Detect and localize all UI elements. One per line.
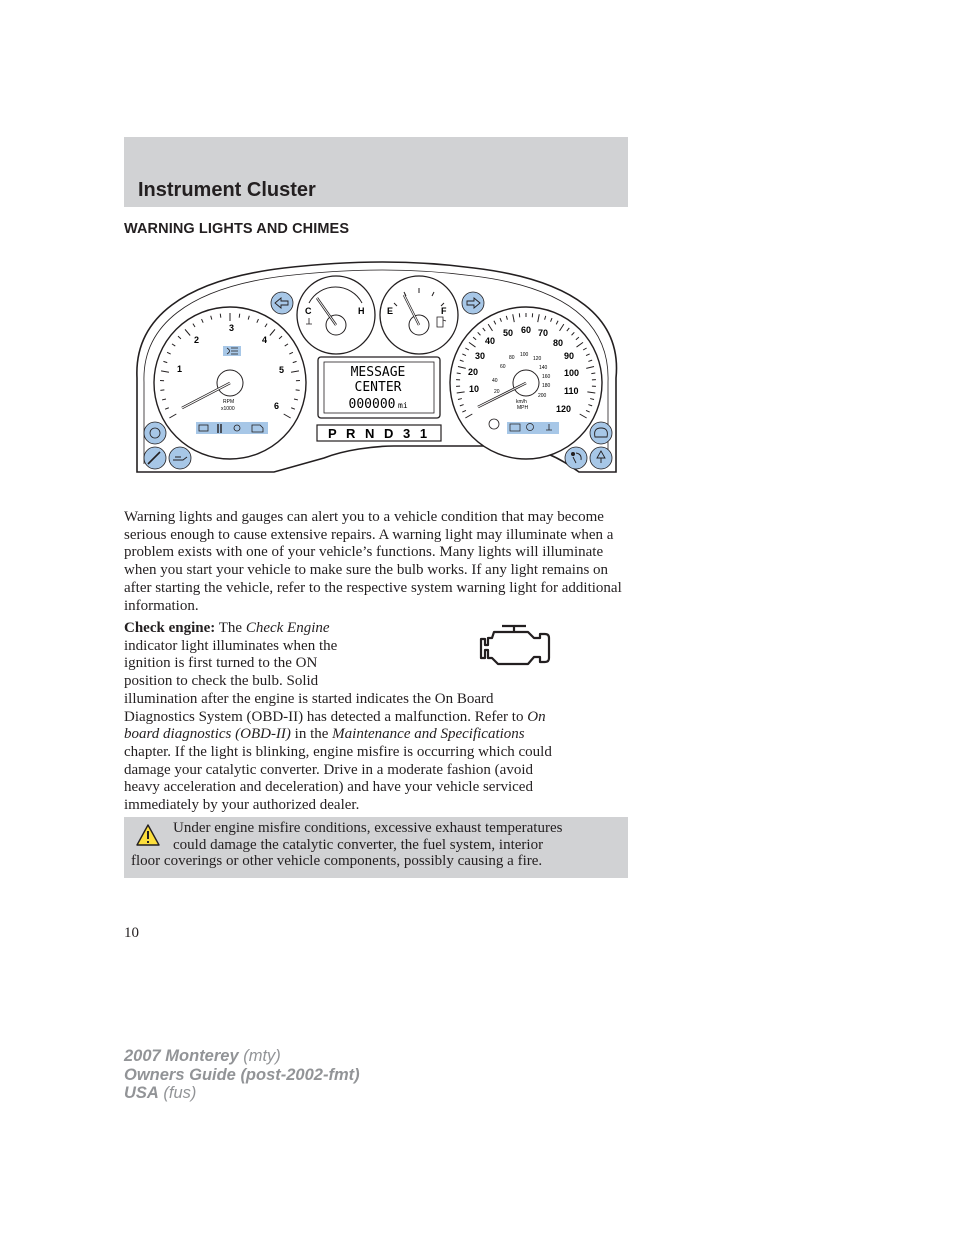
check-engine-paragraph: [124, 620, 628, 815]
intro-paragraph: Warning lights and gauges can alert you to a vehicle condition that may become serious enough to cause extensive repairs. A warning light may illuminate when a problem exists with one of your vehicle’s functions. Many lights will illuminate when you start your vehicle to make sure the bulb works. If any light remains on after starting the vehicle, refer to the respective system warning light for additional information.: [124, 509, 622, 614]
kmh-100: 100: [520, 352, 529, 358]
mph-70: 70: [538, 328, 549, 338]
header-band: [124, 137, 628, 207]
footer-region: USA: [124, 1084, 159, 1102]
obd-reference: On: [527, 708, 546, 725]
speedo-label-kmh: km/h: [516, 399, 527, 405]
check-engine-label: Check engine:: [124, 620, 216, 636]
footer-region-code: (fus): [158, 1084, 197, 1102]
mph-40: 40: [485, 336, 496, 346]
footer-model-code: (mty): [238, 1047, 281, 1065]
mph-20: 20: [468, 367, 479, 377]
message-line-2: CENTER: [354, 380, 402, 395]
kmh-80: 80: [509, 355, 515, 361]
mph-30: 30: [475, 351, 486, 361]
oil-can-icon: [169, 447, 191, 469]
dial-tick: [591, 373, 595, 374]
kmh-40: 40: [492, 378, 498, 384]
dial-tick: [457, 373, 461, 374]
fuel-empty-label: E: [387, 306, 394, 316]
check-engine-term: Check Engine: [245, 620, 330, 636]
warning-callout: [124, 817, 628, 878]
mph-60: 60: [521, 325, 532, 335]
mph-90: 90: [564, 351, 575, 361]
trip-reset-knob: [489, 419, 499, 429]
obd-reference: board diagnostics (OBD-II): [124, 726, 291, 743]
kmh-180: 180: [542, 383, 551, 389]
instrument-cluster-illustration: [124, 258, 628, 484]
tach-tick-5: 5: [279, 365, 285, 375]
message-center: [318, 357, 440, 418]
check-engine-line: damage your catalytic converter. Drive in a moderate fashion (avoid: [124, 761, 533, 778]
page-title: Instrument Cluster: [138, 179, 316, 201]
mph-110: 110: [564, 386, 579, 396]
mph-80: 80: [553, 338, 564, 348]
kmh-60: 60: [500, 364, 506, 370]
footer: [124, 1047, 360, 1103]
mph-100: 100: [564, 368, 580, 378]
temp-cold-label: C: [305, 306, 312, 316]
tach-tick-6: 6: [274, 401, 280, 411]
tach-tick-2: 2: [194, 335, 200, 345]
warning-line: floor coverings or other vehicle components, possibly causing a fire.: [131, 853, 543, 869]
tire-pressure-icon: [590, 422, 612, 444]
kmh-20: 20: [494, 389, 500, 395]
speedo-label-mph: MPH: [517, 405, 529, 411]
odometer-value: 000000: [348, 397, 396, 412]
check-engine-line: indicator light illuminates when the: [124, 637, 338, 654]
odometer-unit: mi: [398, 401, 408, 410]
gear-indicator: P R N D 3 1: [327, 426, 431, 441]
tach-label-x1000: x1000: [221, 406, 235, 412]
tach-tick-1: 1: [177, 364, 183, 374]
fuel-full-label: F: [441, 306, 447, 316]
mph-120: 120: [556, 404, 572, 414]
brake-icon: [144, 422, 166, 444]
temperature-gauge: [297, 276, 375, 354]
check-engine-line: illumination after the engine is started indicates the On Board: [124, 690, 494, 707]
tachometer: [154, 307, 306, 459]
temp-hot-label: H: [358, 306, 365, 316]
kmh-200: 200: [538, 393, 547, 399]
kmh-140: 140: [539, 365, 548, 371]
airbag-icon: [565, 447, 587, 469]
mph-50: 50: [503, 328, 514, 338]
tach-tick-4: 4: [262, 335, 268, 345]
footer-guide: Owners Guide (post-2002-fmt): [124, 1065, 360, 1084]
kmh-160: 160: [542, 374, 551, 380]
check-engine-line: ignition is first turned to the ON: [124, 655, 318, 672]
section-heading: WARNING LIGHTS AND CHIMES: [124, 221, 350, 237]
page-number: 10: [124, 925, 139, 941]
message-line-1: MESSAGE: [350, 365, 406, 380]
kmh-120: 120: [533, 356, 542, 362]
tach-label-rpm: RPM: [223, 399, 235, 405]
check-engine-line: in the: [290, 726, 333, 743]
fuel-gauge: [380, 276, 458, 354]
check-engine-text: The: [218, 620, 246, 636]
speedometer: [450, 307, 602, 459]
dial-tick: [220, 314, 221, 318]
check-engine-line: chapter. If the light is blinking, engine misfire is occurring which could: [124, 743, 552, 760]
tach-tick-3: 3: [229, 323, 235, 333]
check-engine-line: heavy acceleration and deceleration) and have your vehicle serviced: [124, 779, 533, 796]
check-engine-line: position to check the bulb. Solid: [124, 673, 319, 690]
dial-tick: [239, 314, 240, 318]
check-engine-line: immediately by your authorized dealer.: [124, 797, 360, 814]
warning-line: could damage the catalytic converter, the fuel system, interior: [173, 836, 544, 853]
mph-10: 10: [469, 384, 480, 394]
check-engine-line: Diagnostics System (OBD-II) has detected a malfunction. Refer to: [124, 708, 528, 725]
chapter-reference: Maintenance and Specifications: [332, 726, 525, 743]
engine-icon: [478, 622, 552, 672]
footer-model: 2007 Monterey: [124, 1047, 239, 1065]
warning-line: Under engine misfire conditions, excessive exhaust temperatures: [173, 820, 563, 836]
warning-text: [131, 820, 623, 870]
